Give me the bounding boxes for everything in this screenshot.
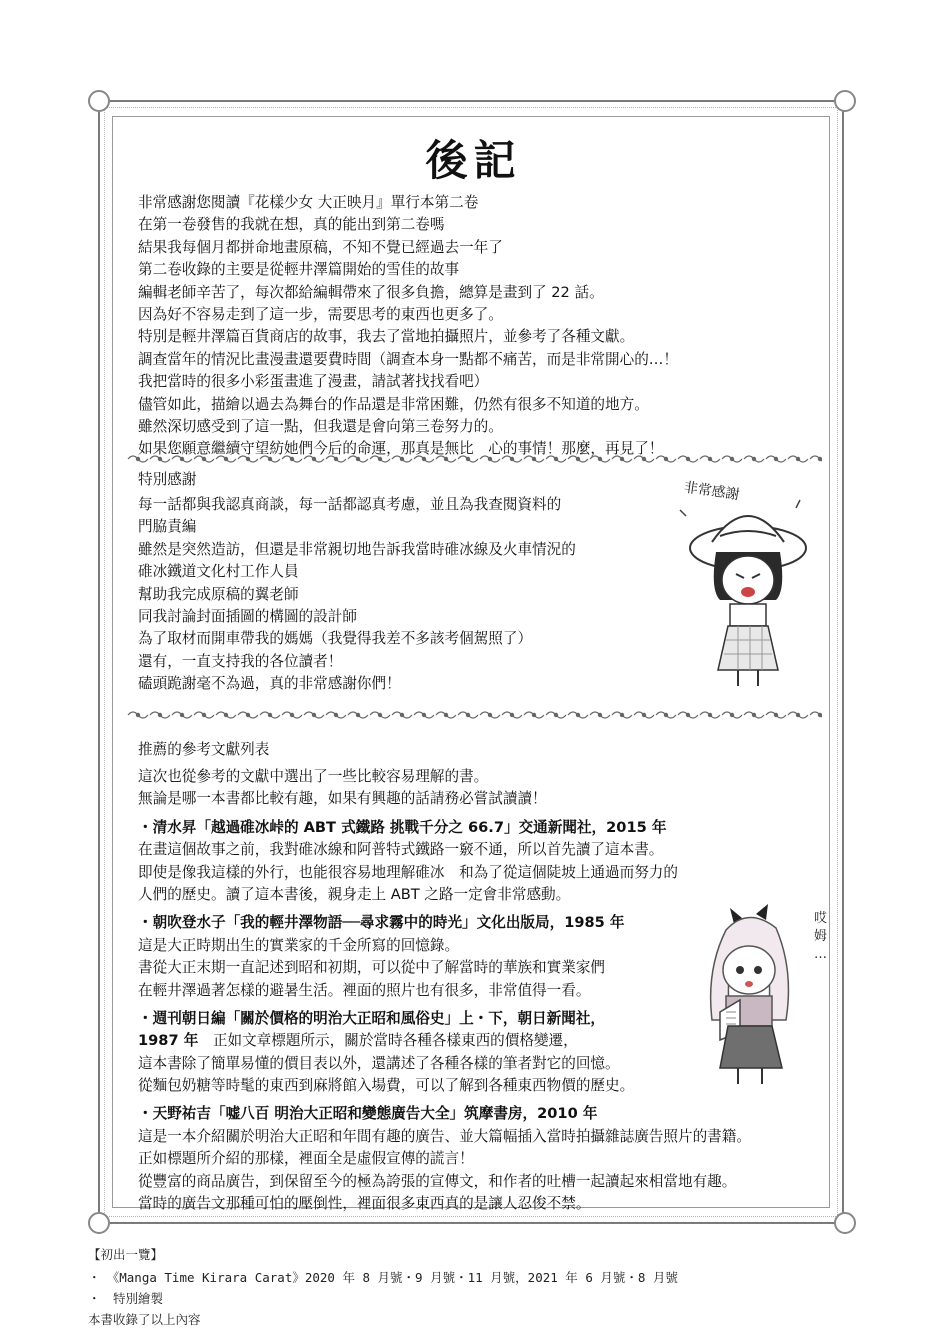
divider-dot [686, 457, 689, 460]
divider-dot [642, 457, 645, 460]
divider-dot [752, 713, 755, 716]
reference-title: ・天野祐吉「嘘八百 明治大正昭和變態廣告大全」筑摩書房，2010 年 [138, 1105, 598, 1123]
divider-dot [730, 457, 733, 460]
divider-dot [444, 713, 447, 716]
reference-title: ・朝吹登水子「我的輕井澤物語──尋求霧中的時光」文化出版局，1985 年 [138, 914, 625, 932]
thanks-line: 還有，一直支持我的各位讀者！ [138, 652, 343, 670]
ornament-divider [122, 708, 822, 722]
divider-dot [532, 713, 535, 716]
reference-body-line: 這本書除了簡單易懂的價目表以外，還講述了各種各樣的筆者對它的回憶。 [138, 1054, 620, 1072]
divider-dot [576, 457, 579, 460]
reference-title: ・清水昇「越過碓冰峠的 ABT 式鐵路 挑戰千分之 66.7」交通新聞社，2015 年 [138, 818, 667, 836]
reference-body-inline: 正如文章標題所示，關於當時各種各樣東西的價格變遷， [198, 1032, 578, 1050]
divider-dot [334, 457, 337, 460]
afterword-line: 在第一卷發售的我就在想，真的能出到第二卷嗎 [138, 216, 445, 234]
reference-body-line: 從麵包奶糖等時髦的東西到麻將館入場費，可以了解到各種東西物價的歷史。 [138, 1077, 635, 1095]
divider-dot [180, 713, 183, 716]
afterword-line: 調查當年的情況比畫漫畫還要費時間（調查本身一點都不痛苦，而是非常開心的…！ [138, 350, 678, 368]
divider-dot [312, 713, 315, 716]
thanks-line: 為了取材而開車帶我的媽媽（我覺得我差不多該考個駕照了） [138, 630, 533, 648]
afterword-line: 我把當時的很多小彩蛋畫進了漫畫，請試著找找看吧） [138, 373, 489, 391]
divider-dot [400, 457, 403, 460]
reference-body-line: 正如標題所介紹的那樣，裡面全是虛假宣傳的謊言！ [138, 1150, 474, 1168]
divider-dot [752, 457, 755, 460]
divider-dot [422, 457, 425, 460]
divider-dot [224, 457, 227, 460]
divider-dot [686, 713, 689, 716]
thanks-line: 幫助我完成原稿的翼老師 [138, 585, 299, 603]
divider-dot [488, 457, 491, 460]
divider-dot [488, 713, 491, 716]
corner-ornament-top-right [834, 90, 856, 112]
afterword-text [138, 192, 678, 461]
thanks-heading: 特別感謝 [138, 471, 197, 488]
divider-dot [312, 457, 315, 460]
divider-dot [796, 457, 799, 460]
divider-dot [774, 713, 777, 716]
thanks-line: 門脇責編 [138, 518, 197, 536]
afterword-line: 因為好不容易走到了這一步，需要思考的東西也更多了。 [138, 305, 503, 323]
divider-dot [224, 713, 227, 716]
divider-dot [818, 457, 821, 460]
divider-dot [510, 713, 513, 716]
divider-dot [554, 713, 557, 716]
afterword-line: 非常感謝您閱讀『花樣少女 大正映月』單行本第二卷 [138, 194, 479, 211]
first-appearance-list [88, 1267, 678, 1330]
first-appearance-line: ・ 特別繪製 [88, 1291, 164, 1306]
speech-text-1: 哎 [814, 911, 828, 926]
divider-dot [774, 457, 777, 460]
divider-dot [466, 457, 469, 460]
first-appearance-line: 本書收錄了以上內容 [88, 1312, 201, 1327]
reference-body-line: 在畫這個故事之前，我對碓冰線和阿普特式鐵路一竅不通，所以首先讀了這本書。 [138, 841, 664, 859]
references-intro-line: 這次也從參考的文獻中選出了一些比較容易理解的書。 [138, 768, 489, 785]
reference-body-line: 這是一本介紹關於明治大正昭和年間有趣的廣告、並大篇幅插入當時拍攝雜誌廣告照片的書籍。 [138, 1127, 751, 1145]
divider-dot [202, 713, 205, 716]
speech-text: 非常感謝 [682, 479, 741, 504]
divider-dot [730, 713, 733, 716]
divider-dot [158, 713, 161, 716]
divider-dot [400, 713, 403, 716]
divider-dot [246, 713, 249, 716]
corner-ornament-top-left [88, 90, 110, 112]
references-intro-line: 無論是哪一本書都比較有趣，如果有興趣的話請務必嘗試讀讀！ [138, 790, 547, 808]
divider-dot [664, 457, 667, 460]
afterword-line: 結果我每個月都拼命地畫原稿，不知不覺已經過去一年了 [138, 238, 503, 256]
divider-dot [158, 457, 161, 460]
divider-dot [708, 713, 711, 716]
divider-dot [356, 713, 359, 716]
divider-dot [202, 457, 205, 460]
first-appearance-heading: 【初出一覽】 [88, 1247, 164, 1262]
divider-dot [818, 713, 821, 716]
reference-year: 1987 年 [138, 1032, 199, 1050]
thanks-closing: 磕頭跪謝毫不為過，真的非常感謝你們！ [138, 675, 401, 692]
references-text [138, 766, 751, 1215]
divider-dot [422, 713, 425, 716]
reference-title-continued [138, 1030, 751, 1052]
divider-dot [290, 457, 293, 460]
references-heading: 推薦的參考文獻列表 [138, 741, 270, 758]
divider-dot [598, 713, 601, 716]
speech-text-2: 姆 [814, 929, 828, 944]
afterword-line: 編輯老師辛苦了，每次都給編輯帶來了很多負擔，總算是畫到了 22 話。 [138, 283, 604, 301]
afterword-line: 雖然深切感受到了這一點，但我還是會向第三卷努力的。 [138, 417, 503, 435]
thanks-text [138, 494, 576, 673]
reference-body-line: 這是大正時期出生的實業家的千金所寫的回憶錄。 [138, 936, 460, 954]
divider-dot [268, 713, 271, 716]
speech-text-3: … [814, 947, 827, 962]
divider-dot [708, 457, 711, 460]
divider-dot [532, 457, 535, 460]
chibi-girl-reading-illustration [690, 900, 840, 1090]
afterword-line: 如果您願意繼續守望紡她們今后的命運，那真是無比 心的事情！那麼，再見了！ [138, 440, 664, 458]
page-title: 後記 [425, 136, 522, 185]
divider-dot [334, 713, 337, 716]
divider-dot [290, 713, 293, 716]
divider-dot [356, 457, 359, 460]
divider-dot [136, 713, 139, 716]
thanks-line: 每一話都與我認真商談，每一話都認真考慮，並且為我查閱資料的 [138, 496, 562, 513]
divider-dot [510, 457, 513, 460]
divider-dot [642, 713, 645, 716]
divider-dot [620, 457, 623, 460]
divider-dot [598, 457, 601, 460]
thanks-line: 同我討論封面插圖的構圖的設計師 [138, 607, 357, 625]
divider-dot [796, 713, 799, 716]
thanks-line: 碓冰鐵道文化村工作人員 [138, 563, 299, 581]
divider-dot [664, 713, 667, 716]
first-appearance-line: ・ 《Manga Time Kirara Carat》2020 年 8 月號・9 月號・11 月號，2021 年 6 月號・8 月號 [88, 1270, 678, 1285]
chibi-girl-hat-illustration [650, 470, 830, 690]
divider-dot [466, 713, 469, 716]
divider-dot [444, 457, 447, 460]
afterword-line: 特別是輕井澤篇百貨商店的故事，我去了當地拍攝照片，並參考了各種文獻。 [138, 328, 635, 346]
afterword-line: 儘管如此，描繪以過去為舞台的作品還是非常困難，仍然有很多不知道的地方。 [138, 395, 649, 413]
divider-dot [620, 713, 623, 716]
divider-dot [554, 457, 557, 460]
reference-body-line: 從豐富的商品廣告，到保留至今的極為誇張的宣傳文，和作者的吐槽一起讀起來相當地有趣。 [138, 1172, 737, 1190]
corner-ornament-bottom-left [88, 1212, 110, 1234]
corner-ornament-bottom-right [834, 1212, 856, 1234]
reference-body-line: 人們的歷史。讀了這本書後，親身走上 ABT 之路一定會非常感動。 [138, 885, 571, 903]
divider-dot [378, 457, 381, 460]
afterword-line: 第二卷收錄的主要是從輕井澤篇開始的雪佳的故事 [138, 261, 460, 279]
reference-body-line: 書從大正末期一直記述到昭和初期，可以從中了解當時的華族和實業家們 [138, 959, 606, 977]
reference-body-line: 在輕井澤過著怎樣的避暑生活。裡面的照片也有很多，非常值得一看。 [138, 981, 591, 999]
divider-dot [180, 457, 183, 460]
ornament-divider [122, 452, 822, 466]
divider-dot [246, 457, 249, 460]
reference-body-line: 當時的廣告文那種可怕的壓倒性，裡面很多東西真的是讓人忍俊不禁。 [138, 1195, 591, 1213]
divider-dot [268, 457, 271, 460]
thanks-line: 雖然是突然造訪，但還是非常親切地告訴我當時碓冰線及火車情況的 [138, 540, 576, 558]
divider-dot [136, 457, 139, 460]
divider-dot [378, 713, 381, 716]
reference-body-line: 即使是像我這樣的外行，也能很容易地理解碓冰 和為了從這個陡坡上通過而努力的 [138, 863, 678, 881]
reference-title: ・週刊朝日編「關於價格的明治大正昭和風俗史」上・下，朝日新聞社， [138, 1009, 606, 1027]
divider-dot [576, 713, 579, 716]
